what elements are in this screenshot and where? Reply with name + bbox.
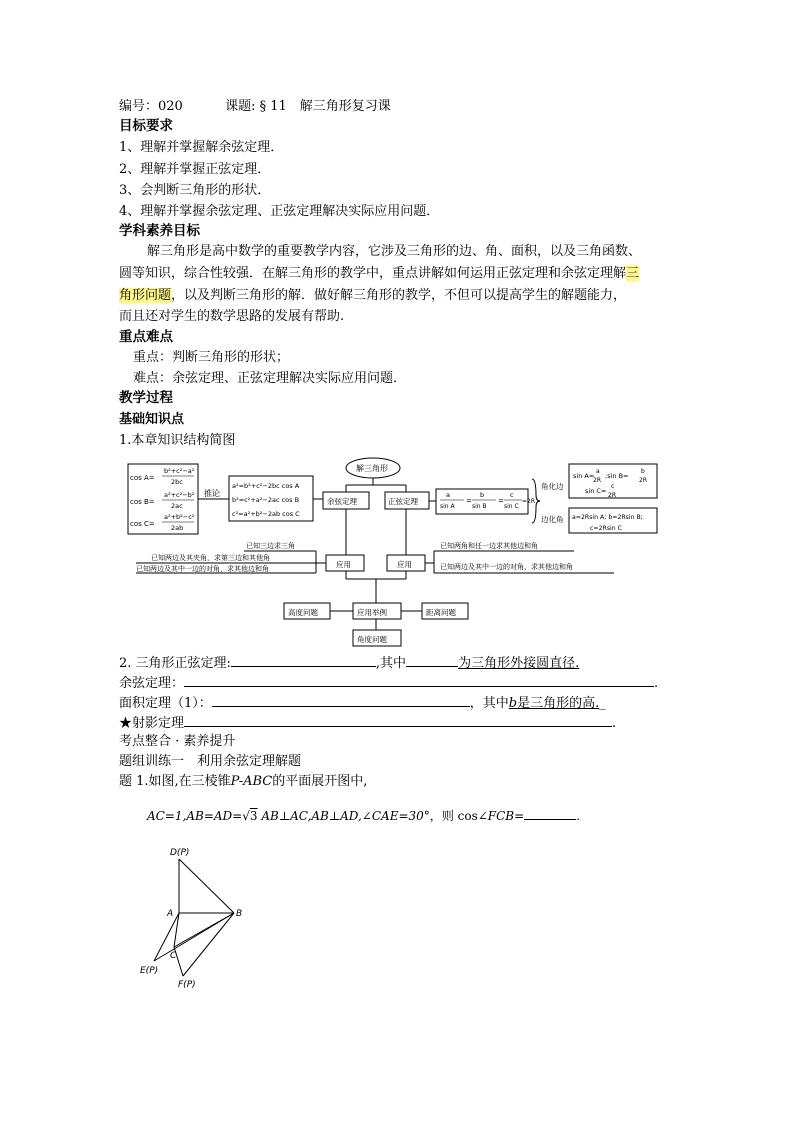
svg-text:2ab: 2ab xyxy=(171,524,184,532)
goals-title: 目标要求 xyxy=(119,118,173,134)
left-case: 已知两边及其夹角，求第三边和其他角 xyxy=(151,554,270,562)
svg-text:b²+c²−a²: b²+c²−a² xyxy=(164,467,195,475)
highlight: 三 xyxy=(626,266,640,281)
highlight: 角形问题 xyxy=(119,288,172,303)
net-figure xyxy=(136,842,256,992)
basics-title: 基础知识点 xyxy=(119,412,185,427)
doc-topic: 课题: § 11 解三角形复习课 xyxy=(225,99,391,114)
point-label: F(P) xyxy=(178,980,196,990)
goal-item: 4、理解并掌握余弦定理、正弦定理解决实际应用问题． xyxy=(119,204,440,219)
left-case: 已知两边及其中一边的对角，求其他边和角 xyxy=(136,565,269,573)
question-1: 题 1.如图,在三棱锥P-ABC的平面展开图中, xyxy=(119,774,368,789)
question-condition: AC=1,AB=AD=√3 AB⊥AC,AB⊥AD,∠CAE=30°，则 cos∠FCB= . xyxy=(147,806,580,825)
svg-text:a: a xyxy=(596,468,600,475)
point-label: C xyxy=(170,951,177,961)
sine-blank-line: 2. 三角形正弦定理: ,其中 为三角形外接圆直径. xyxy=(119,653,579,673)
svg-text:a²+c²−b²: a²+c²−b² xyxy=(164,491,195,499)
literacy-paragraph: 而且还对学生的数学思路的发展有帮助. xyxy=(119,309,345,324)
svg-text:c: c xyxy=(611,483,615,490)
application-label: 应用 xyxy=(336,560,351,569)
cosine-blank-line: 余弦定理： . xyxy=(119,673,658,693)
point-label: A xyxy=(167,909,174,919)
cosine-theorem-label: 余弦定理 xyxy=(327,497,357,506)
svg-text:a²+b²−c²: a²+b²−c² xyxy=(164,513,195,521)
angle-to-side: 角化边 xyxy=(541,482,564,491)
side-to-angle-formula: a=2Rsin A; b=2Rsin B; xyxy=(572,514,643,521)
answer-blank[interactable] xyxy=(524,806,576,820)
svg-text:=: = xyxy=(466,497,472,505)
height-label: 高度问题 xyxy=(288,608,318,617)
literacy-paragraph: 解三角形是高中数学的重要教学内容，它涉及三角形的边、角、面积，以及三角函数、 xyxy=(147,244,642,259)
literacy-title: 学科素养目标 xyxy=(119,223,200,239)
svg-text:cos A=: cos A= xyxy=(130,474,155,482)
svg-text:2R: 2R xyxy=(593,477,601,484)
application-label: 应用 xyxy=(397,560,412,569)
right-case: 已知两角和任一边求其他边和角 xyxy=(440,542,538,550)
structure-title: 1.本章知识结构简图 xyxy=(119,433,236,448)
literacy-paragraph: 圆等知识，综合性较强．在解三角形的教学中，重点讲解如何运用正弦定理和余弦定理解三 xyxy=(119,266,640,281)
goal-item: 3、会判断三角形的形状． xyxy=(119,183,271,198)
svg-text:sin C: sin C xyxy=(504,503,519,510)
sine-theorem-label: 正弦定理 xyxy=(388,497,418,506)
svg-text:sin C=: sin C= xyxy=(585,487,607,495)
angle-label: 角度问题 xyxy=(357,635,387,644)
svg-text:b: b xyxy=(641,468,645,475)
projection-blank-line: ★射影定理 . xyxy=(119,713,616,733)
key-point: 重点：判断三角形的形状； xyxy=(133,350,290,365)
svg-text:cos C=: cos C= xyxy=(130,520,155,528)
answer-blank[interactable] xyxy=(231,653,376,667)
hard-point: 难点：余弦定理、正弦定理解决实际应用问题． xyxy=(133,371,407,386)
doc-code: 编号：020 xyxy=(119,99,183,114)
inference-label: 推论 xyxy=(204,489,220,498)
svg-text:2R: 2R xyxy=(639,477,647,484)
point-label: B xyxy=(236,909,243,919)
distance-label: 距离问题 xyxy=(426,608,456,617)
svg-text:sin A=: sin A= xyxy=(573,472,595,480)
side-to-angle-formula: c=2Rsin C xyxy=(590,525,622,532)
cos-formula: a²=b²+c²−2bc cos A xyxy=(232,482,300,490)
group-title: 题组训练一 利用余弦定理解题 xyxy=(119,754,302,769)
goal-item: 2、理解并掌握正弦定理． xyxy=(119,162,271,177)
cos-formula: b²=c²+a²−2ac cos B xyxy=(232,496,300,504)
svg-text:=: = xyxy=(498,497,504,505)
answer-blank[interactable] xyxy=(406,653,458,667)
left-case: 已知三边求三角 xyxy=(246,542,295,550)
svg-text:sin A: sin A xyxy=(440,503,455,510)
svg-text:a: a xyxy=(446,491,450,499)
keypoints-title: 重点难点 xyxy=(119,329,173,345)
header-line xyxy=(119,98,391,116)
answer-blank[interactable] xyxy=(184,713,612,727)
svg-text:c: c xyxy=(510,491,514,499)
right-case: 已知两边及其中一边的对角，求其他边和角 xyxy=(440,563,573,571)
cos-formula: c²=a²+b²−2ab cos C xyxy=(232,510,300,518)
svg-text:;sin B=: ;sin B= xyxy=(605,472,629,480)
answer-blank[interactable] xyxy=(212,693,470,707)
knowledge-structure-diagram xyxy=(124,455,669,650)
goal-item: 1、理解并掌握解余弦定理． xyxy=(119,140,284,155)
exam-title: 考点整合 · 素养提升 xyxy=(119,734,236,749)
center-label: 解三角形 xyxy=(356,464,388,473)
svg-text:cos B=: cos B= xyxy=(130,498,155,506)
svg-text:b: b xyxy=(480,491,485,499)
svg-text:2ac: 2ac xyxy=(171,502,183,510)
svg-text:=2R: =2R xyxy=(522,498,536,505)
area-blank-line: 面积定理（1）： ，其中b是三角形的高._ xyxy=(119,693,606,713)
answer-blank[interactable] xyxy=(184,673,654,687)
process-title: 教学过程 xyxy=(119,390,173,406)
svg-text:2bc: 2bc xyxy=(171,478,183,486)
side-to-angle: 边化角 xyxy=(541,515,564,524)
svg-text:2R: 2R xyxy=(608,492,616,499)
examples-label: 应用举例 xyxy=(357,608,387,617)
point-label: D(P) xyxy=(170,848,190,858)
point-label: E(P) xyxy=(140,966,159,976)
literacy-paragraph: 角形问题，以及判断三角形的解．做好解三角形的教学，不但可以提高学生的解题能力， xyxy=(119,288,627,303)
svg-text:sin B: sin B xyxy=(472,503,487,510)
